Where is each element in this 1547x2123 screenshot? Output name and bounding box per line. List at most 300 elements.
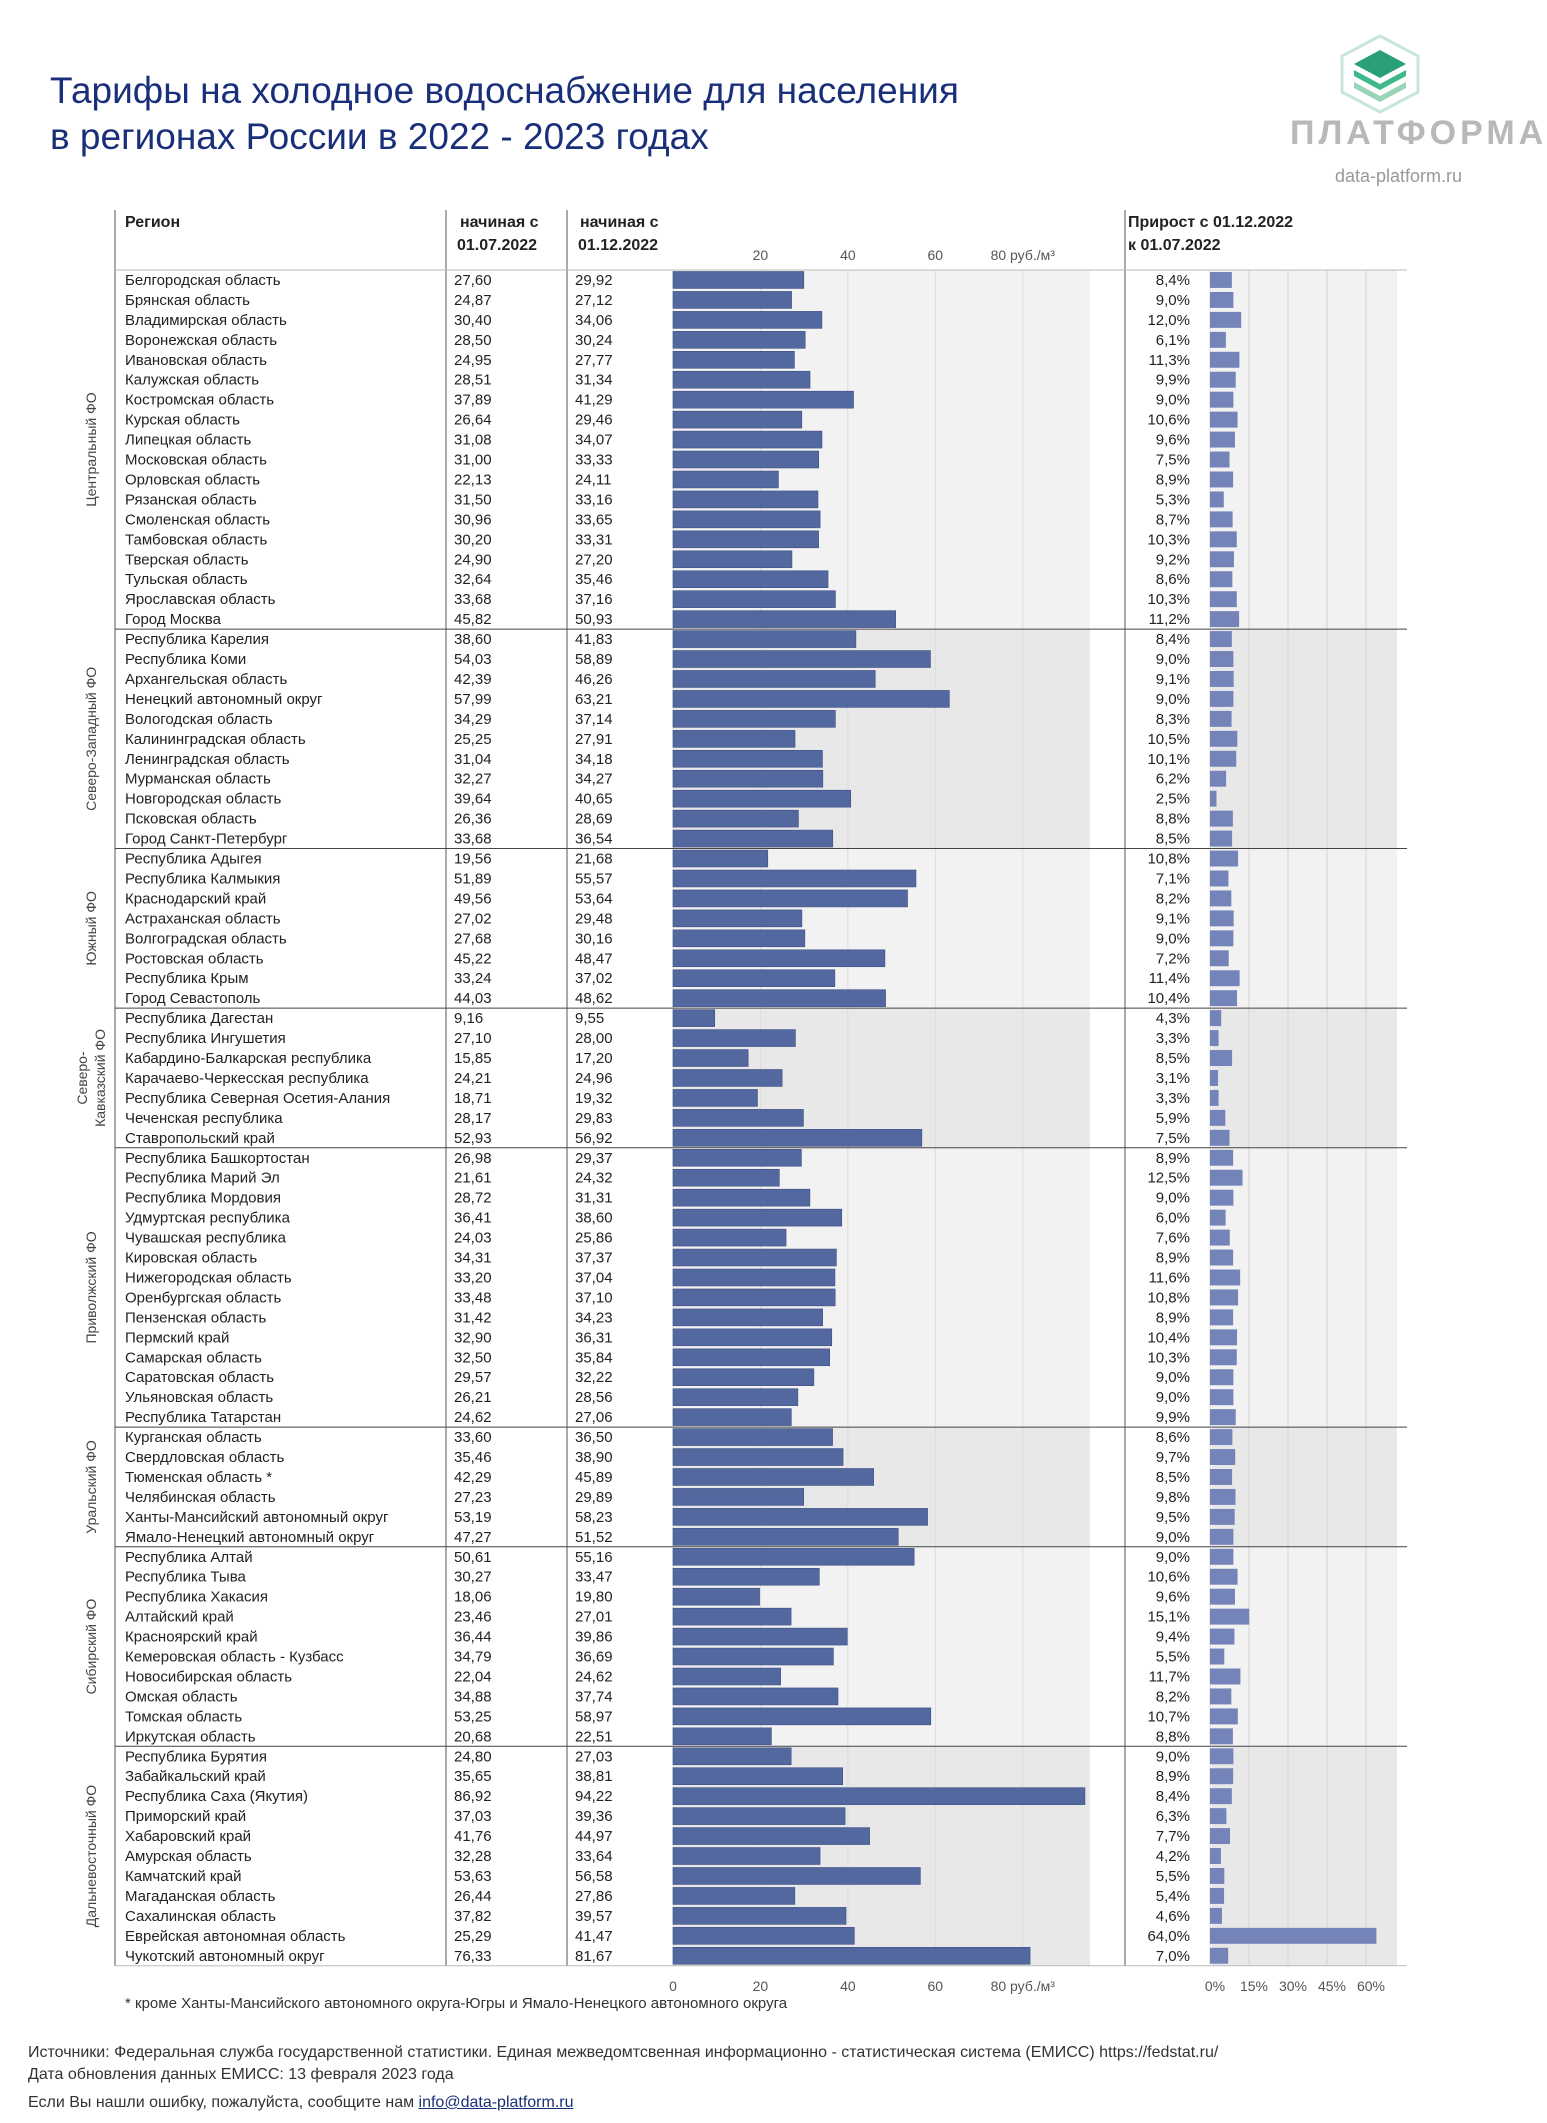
- region-name: Хабаровский край: [125, 1828, 252, 1846]
- region-name: Кировская область: [125, 1249, 258, 1267]
- tariff-jul-2022: 26,21: [454, 1389, 492, 1407]
- growth-bar: [1210, 1589, 1235, 1605]
- sources-line-1: Источники: Федеральная служба государственной статистики. Единая межведомтсвенная информационно - статистическая система (ЕМИСС) https://fedstat.ru/: [28, 2044, 1219, 2061]
- growth-value: 9,2%: [1155, 551, 1190, 569]
- region-name: Владимирская область: [125, 311, 287, 329]
- tariff-bar: [673, 790, 851, 807]
- region-name: Ростовская область: [125, 950, 264, 968]
- tariff-jul-2022: 26,44: [454, 1887, 492, 1905]
- tariff-bar: [673, 471, 778, 488]
- tariff-bar: [673, 1808, 845, 1825]
- tariff-dec-2022: 58,89: [575, 651, 613, 668]
- tariff-bar: [673, 1628, 847, 1645]
- tariff-bar: [673, 1708, 931, 1725]
- tariff-bar: [673, 591, 835, 608]
- tariff-jul-2022: 27,02: [454, 910, 492, 928]
- tariff-jul-2022: 24,95: [454, 351, 492, 369]
- tariff-dec-2022: 29,48: [575, 910, 613, 928]
- growth-bar: [1210, 551, 1234, 567]
- tariff-jul-2022: 30,40: [454, 311, 492, 329]
- growth-value: 9,1%: [1155, 910, 1190, 928]
- value-axis-bottom-tick: 80 руб./м³: [990, 1977, 1055, 1994]
- tariff-dec-2022: 37,04: [575, 1269, 613, 1287]
- tariff-bar: [673, 1748, 791, 1765]
- region-name: Пермский край: [125, 1329, 230, 1347]
- tariff-dec-2022: 24,11: [575, 471, 612, 489]
- growth-bar: [1210, 1509, 1235, 1525]
- growth-value: 8,2%: [1155, 890, 1190, 908]
- growth-bar: [1210, 1688, 1231, 1704]
- tariff-jul-2022: 36,44: [454, 1628, 492, 1646]
- tariff-dec-2022: 31,31: [575, 1189, 613, 1207]
- tariff-dec-2022: 28,00: [575, 1030, 613, 1048]
- sources: [28, 2042, 1218, 2086]
- region-name: Тверская область: [125, 551, 249, 569]
- growth-value: 9,0%: [1155, 1369, 1190, 1387]
- tariff-dec-2022: 50,93: [575, 611, 613, 629]
- tariff-bar: [673, 531, 819, 548]
- region-name: Орловская область: [125, 471, 261, 489]
- group-label: Центральный ФО: [83, 392, 99, 507]
- tariff-bar: [673, 611, 896, 628]
- region-name: Белгородская область: [125, 271, 281, 289]
- tariff-bar: [673, 1369, 814, 1386]
- value-axis-top-tick: 20: [752, 247, 769, 263]
- tariff-bar: [673, 710, 835, 727]
- tariff-dec-2022: 27,20: [575, 551, 613, 569]
- region-name: Московская область: [125, 451, 267, 469]
- growth-value: 8,4%: [1155, 631, 1190, 649]
- growth-bar: [1210, 1230, 1230, 1246]
- growth-value: 11,3%: [1148, 351, 1190, 369]
- tariff-jul-2022: 33,68: [454, 591, 492, 609]
- region-name: Смоленская область: [125, 511, 271, 529]
- tariff-bar: [673, 1329, 832, 1346]
- tariff-bar: [673, 571, 828, 588]
- growth-bar: [1210, 1848, 1221, 1864]
- tariff-dec-2022: 63,21: [575, 690, 613, 708]
- region-name: Астраханская область: [125, 910, 281, 928]
- col2-header-line2: 01.12.2022: [578, 237, 659, 254]
- region-name: Псковская область: [125, 810, 257, 828]
- tariff-jul-2022: 30,20: [454, 531, 492, 549]
- tariff-jul-2022: 42,29: [454, 1468, 492, 1486]
- contact-email-link[interactable]: info@data-platform.ru: [418, 2094, 574, 2111]
- growth-value: 9,4%: [1155, 1628, 1190, 1646]
- growth-bar: [1210, 332, 1226, 348]
- error-report-text: Если Вы нашли ошибку, пожалуйста, сообщите нам: [28, 2094, 419, 2111]
- tariff-jul-2022: 34,31: [454, 1249, 492, 1267]
- tariff-jul-2022: 26,36: [454, 810, 492, 828]
- group-label: Южный ФО: [83, 891, 99, 966]
- tariff-jul-2022: 33,20: [454, 1269, 492, 1287]
- growth-value: 15,1%: [1147, 1608, 1190, 1626]
- tariff-bar: [673, 950, 885, 967]
- region-name: Курганская область: [125, 1429, 262, 1447]
- growth-bar: [1210, 1449, 1235, 1465]
- region-name: Республика Саха (Якутия): [125, 1788, 309, 1806]
- growth-bar: [1210, 472, 1233, 488]
- growth-value: 3,3%: [1155, 1089, 1190, 1107]
- growth-bar: [1210, 292, 1233, 308]
- region-name: Республика Дагестан: [125, 1010, 274, 1028]
- tariff-jul-2022: 37,03: [454, 1808, 492, 1826]
- tariff-dec-2022: 58,23: [575, 1508, 613, 1526]
- tariff-bar: [673, 1249, 836, 1266]
- tariff-jul-2022: 28,17: [454, 1109, 492, 1127]
- growth-bar: [1210, 1349, 1237, 1365]
- growth-value: 10,3%: [1147, 591, 1190, 609]
- tariff-bar: [673, 1688, 838, 1705]
- tariff-jul-2022: 21,61: [454, 1169, 492, 1187]
- tariff-bar: [673, 291, 792, 308]
- tariff-jul-2022: 34,29: [454, 710, 492, 728]
- region-name: Тюменская область *: [125, 1468, 273, 1486]
- region-name: Республика Адыгея: [125, 850, 262, 868]
- tariff-dec-2022: 40,65: [575, 790, 613, 808]
- growth-value: 10,3%: [1147, 1349, 1190, 1367]
- growth-value: 8,9%: [1155, 1768, 1190, 1786]
- tariff-bar: [673, 351, 794, 368]
- sources-line-2: Дата обновления данных ЕМИСС: 13 февраля 2023 года: [28, 2066, 454, 2083]
- tariff-bar: [673, 1169, 779, 1186]
- region-name: Республика Алтай: [125, 1548, 253, 1566]
- growth-value: 9,1%: [1155, 670, 1190, 688]
- growth-band: [1212, 1547, 1397, 1747]
- tariff-dec-2022: 35,84: [575, 1349, 613, 1367]
- tariff-jul-2022: 32,28: [454, 1848, 492, 1865]
- growth-value: 5,5%: [1155, 1648, 1190, 1666]
- growth-value: 9,0%: [1155, 391, 1190, 409]
- region-name: Чувашская республика: [125, 1229, 286, 1247]
- tariff-jul-2022: 44,03: [454, 990, 492, 1008]
- growth-value: 7,5%: [1155, 451, 1190, 469]
- tariff-dec-2022: 36,54: [575, 830, 613, 848]
- growth-bar: [1210, 1908, 1222, 1924]
- growth-bar: [1210, 950, 1229, 966]
- growth-band: [1212, 629, 1397, 848]
- tariff-jul-2022: 25,25: [454, 730, 492, 748]
- region-name: Ханты-Мансийский автономный округ: [125, 1508, 389, 1526]
- tariff-bar: [673, 910, 802, 927]
- growth-bar: [1210, 511, 1233, 527]
- tariff-dec-2022: 36,31: [575, 1329, 613, 1347]
- tariff-dec-2022: 33,47: [575, 1568, 613, 1586]
- growth-bar: [1210, 1768, 1233, 1784]
- tariff-bar: [673, 1229, 786, 1246]
- growth-bar: [1210, 1569, 1238, 1585]
- group-label: Северо-Западный ФО: [83, 666, 99, 811]
- group-label: Северо-: [74, 1051, 90, 1105]
- region-name: Калужская область: [125, 371, 260, 389]
- region-name: Новгородская область: [125, 790, 282, 808]
- tariff-dec-2022: 34,18: [575, 750, 613, 768]
- tariff-dec-2022: 56,92: [575, 1129, 613, 1147]
- tariff-jul-2022: 31,08: [454, 431, 492, 449]
- growth-value: 8,5%: [1155, 1050, 1190, 1067]
- growth-value: 7,2%: [1155, 950, 1190, 968]
- tariff-jul-2022: 19,56: [454, 850, 492, 868]
- tariff-jul-2022: 51,89: [454, 870, 492, 888]
- growth-value: 4,6%: [1155, 1907, 1190, 1925]
- growth-axis-tick: 45%: [1317, 1977, 1347, 1994]
- tariff-dec-2022: 39,86: [575, 1628, 613, 1646]
- tariff-dec-2022: 19,32: [575, 1089, 613, 1107]
- growth-axis-tick: 0%: [1204, 1977, 1226, 1994]
- region-name: Красноярский край: [125, 1628, 258, 1646]
- region-name: Мурманская область: [125, 770, 271, 788]
- growth-value: 8,6%: [1155, 1429, 1190, 1447]
- growth-value: 6,3%: [1155, 1808, 1190, 1826]
- growth-bar: [1210, 1070, 1218, 1086]
- tariff-jul-2022: 57,99: [454, 690, 492, 708]
- tariff-bar: [673, 1828, 870, 1845]
- tariff-dec-2022: 24,62: [575, 1668, 613, 1686]
- tariff-jul-2022: 39,64: [454, 790, 492, 808]
- growth-bar: [1210, 412, 1238, 428]
- region-name: Тульская область: [125, 571, 248, 589]
- growth-value: 10,7%: [1147, 1708, 1190, 1726]
- tariff-jul-2022: 26,64: [454, 411, 492, 429]
- growth-value: 8,2%: [1155, 1688, 1190, 1706]
- tariff-dec-2022: 34,07: [575, 431, 613, 449]
- tariff-bar: [673, 1189, 810, 1206]
- tariff-jul-2022: 24,87: [454, 291, 492, 309]
- tariff-bar: [673, 1429, 833, 1446]
- tariff-jul-2022: 36,41: [454, 1209, 492, 1227]
- region-name: Ямало-Ненецкий автономный округ: [125, 1528, 375, 1546]
- tariff-dec-2022: 58,97: [575, 1708, 613, 1726]
- tariff-dec-2022: 27,91: [575, 730, 613, 748]
- growth-bar: [1210, 691, 1233, 707]
- region-name: Республика Калмыкия: [125, 870, 281, 888]
- growth-bar: [1210, 851, 1238, 867]
- tariff-bar: [673, 1109, 803, 1126]
- value-axis-bottom-tick: 20: [752, 1977, 769, 1994]
- tariff-jul-2022: 23,46: [454, 1608, 492, 1626]
- region-name: Республика Мордовия: [125, 1189, 281, 1207]
- tariff-bar: [673, 1907, 846, 1924]
- col1-header-line1: начиная с: [460, 214, 539, 231]
- region-name: Магаданская область: [125, 1887, 276, 1905]
- growth-bar: [1210, 990, 1237, 1006]
- tariff-dec-2022: 41,47: [575, 1927, 613, 1945]
- tariff-dec-2022: 37,10: [575, 1289, 613, 1307]
- tariff-bar: [673, 930, 805, 947]
- tariff-dec-2022: 30,24: [575, 331, 613, 349]
- growth-bar: [1210, 1210, 1226, 1226]
- region-name: Еврейская автономная область: [125, 1927, 346, 1945]
- tariff-dec-2022: 30,16: [575, 930, 613, 948]
- tariff-bar: [673, 850, 768, 867]
- growth-header-line1: Прирост с 01.12.2022: [1128, 214, 1294, 231]
- growth-bar: [1210, 1669, 1240, 1685]
- growth-bar: [1210, 890, 1231, 906]
- growth-bar: [1210, 312, 1241, 328]
- tariff-jul-2022: 45,22: [454, 950, 492, 968]
- region-name: Камчатский край: [125, 1867, 242, 1885]
- tariff-bar: [673, 1508, 928, 1525]
- tariff-dec-2022: 9,55: [575, 1010, 605, 1028]
- tariff-jul-2022: 33,68: [454, 830, 492, 848]
- region-name: Алтайский край: [125, 1608, 234, 1626]
- tariff-dec-2022: 48,62: [575, 990, 613, 1008]
- region-name: Свердловская область: [125, 1449, 285, 1466]
- region-name: Самарская область: [125, 1349, 262, 1367]
- tariff-dec-2022: 55,16: [575, 1548, 613, 1566]
- tariff-jul-2022: 33,48: [454, 1289, 492, 1307]
- tariff-dec-2022: 25,86: [575, 1229, 613, 1247]
- tariff-bar: [673, 651, 930, 668]
- tariff-bar: [673, 890, 908, 907]
- region-name: Забайкальский край: [125, 1768, 266, 1786]
- growth-bar: [1210, 1030, 1219, 1046]
- region-name: Чукотский автономный округ: [125, 1947, 325, 1965]
- tariff-bar: [673, 1528, 898, 1545]
- growth-value: 9,9%: [1155, 1409, 1190, 1427]
- tariff-bar: [673, 1868, 920, 1885]
- growth-bar: [1210, 970, 1240, 986]
- region-name: Воронежская область: [125, 331, 278, 349]
- tariff-jul-2022: 27,23: [454, 1488, 492, 1506]
- growth-bar: [1210, 930, 1233, 946]
- growth-bar: [1210, 1250, 1233, 1266]
- region-name: Нижегородская область: [125, 1269, 292, 1287]
- tariff-dec-2022: 37,37: [575, 1249, 613, 1267]
- tariff-dec-2022: 27,77: [575, 351, 613, 369]
- region-name: Чеченская республика: [125, 1109, 283, 1127]
- growth-value: 9,9%: [1155, 371, 1190, 389]
- value-axis-top-tick: 80 руб./м³: [990, 247, 1055, 263]
- tariff-jul-2022: 24,21: [454, 1069, 492, 1087]
- growth-bar: [1210, 1090, 1219, 1106]
- tariff-bar: [673, 1848, 820, 1865]
- growth-bar: [1210, 591, 1237, 607]
- error-report: [28, 2094, 574, 2112]
- growth-bar: [1210, 1828, 1230, 1844]
- growth-value: 10,5%: [1147, 730, 1190, 748]
- tariff-bar: [673, 1488, 804, 1505]
- growth-bar: [1210, 1369, 1233, 1385]
- tariff-dec-2022: 44,97: [575, 1828, 613, 1846]
- growth-value: 9,6%: [1155, 431, 1190, 449]
- growth-value: 8,9%: [1155, 1249, 1190, 1267]
- growth-bar: [1210, 392, 1233, 408]
- tariff-jul-2022: 18,71: [454, 1089, 492, 1107]
- growth-bar: [1210, 1888, 1224, 1904]
- tariff-bar: [673, 730, 795, 747]
- region-name: Республика Тыва: [125, 1568, 246, 1586]
- growth-band: [1212, 1008, 1397, 1148]
- growth-bar: [1210, 1329, 1237, 1345]
- tariff-jul-2022: 25,29: [454, 1927, 492, 1945]
- growth-bar: [1210, 1110, 1225, 1126]
- tariff-bar: [673, 451, 819, 468]
- tariff-dec-2022: 39,36: [575, 1808, 613, 1826]
- growth-value: 9,7%: [1155, 1449, 1190, 1466]
- title-line-1: Тарифы на холодное водоснабжение для населения: [50, 70, 959, 111]
- growth-value: 7,1%: [1155, 870, 1190, 888]
- growth-bar: [1210, 1808, 1226, 1824]
- tariff-dec-2022: 41,83: [575, 631, 613, 649]
- tariff-bar: [673, 331, 805, 348]
- growth-axis-tick: 60%: [1356, 1977, 1386, 1994]
- growth-bar: [1210, 1469, 1232, 1485]
- region-name: Челябинская область: [125, 1488, 276, 1506]
- growth-value: 10,4%: [1147, 990, 1190, 1008]
- tariff-jul-2022: 31,50: [454, 491, 492, 509]
- growth-value: 11,7%: [1148, 1668, 1190, 1686]
- growth-value: 11,6%: [1148, 1269, 1190, 1287]
- growth-bar: [1210, 1190, 1233, 1206]
- tariff-bar: [673, 1269, 835, 1286]
- growth-value: 10,3%: [1147, 531, 1190, 549]
- growth-value: 8,8%: [1155, 810, 1190, 828]
- col1-header-line2: 01.07.2022: [457, 237, 538, 254]
- tariff-jul-2022: 31,00: [454, 451, 492, 469]
- tariff-jul-2022: 53,63: [454, 1867, 492, 1885]
- tariff-dec-2022: 37,02: [575, 970, 613, 988]
- growth-value: 8,5%: [1155, 1468, 1190, 1486]
- tariff-dec-2022: 29,46: [575, 411, 613, 429]
- growth-value: 6,1%: [1155, 331, 1190, 349]
- tariff-jul-2022: 27,68: [454, 930, 492, 948]
- group-label: Приволжский ФО: [83, 1231, 99, 1344]
- growth-bar: [1210, 910, 1234, 926]
- tariff-bar: [673, 1149, 801, 1166]
- tariff-jul-2022: 28,50: [454, 331, 492, 349]
- region-name: Тамбовская область: [125, 531, 268, 549]
- tariff-dec-2022: 45,89: [575, 1468, 613, 1486]
- tariff-bar: [673, 690, 949, 707]
- footnote: * кроме Ханты-Мансийского автономного округа-Югры и Ямало-Ненецкого автономного округа: [125, 1995, 788, 2012]
- growth-value: 8,7%: [1155, 511, 1190, 529]
- tariff-bar: [673, 1568, 819, 1585]
- tariff-bar: [673, 311, 822, 328]
- tariff-jul-2022: 38,60: [454, 631, 492, 649]
- growth-bar: [1210, 1629, 1234, 1645]
- tariff-dec-2022: 51,52: [575, 1528, 613, 1546]
- growth-bar: [1210, 711, 1232, 727]
- tariff-jul-2022: 24,03: [454, 1229, 492, 1247]
- growth-value: 9,0%: [1155, 690, 1190, 708]
- growth-value: 5,3%: [1155, 491, 1190, 509]
- tariff-bar: [673, 1788, 1085, 1805]
- region-name: Республика Коми: [125, 651, 247, 668]
- brand-url[interactable]: data-platform.ru: [1334, 166, 1462, 186]
- growth-bar: [1210, 751, 1236, 767]
- growth-value: 8,9%: [1155, 471, 1190, 489]
- growth-bar: [1210, 1609, 1249, 1625]
- tariff-bar: [673, 1668, 781, 1685]
- growth-value: 10,8%: [1147, 850, 1190, 868]
- region-name: Костромская область: [125, 391, 275, 409]
- growth-bar: [1210, 1409, 1236, 1425]
- growth-bar: [1210, 1948, 1228, 1964]
- region-name: Брянская область: [125, 291, 250, 309]
- tariff-bar: [673, 970, 835, 987]
- region-name: Кемеровская область - Кузбасс: [125, 1648, 344, 1666]
- tariff-dec-2022: 56,58: [575, 1867, 613, 1885]
- growth-bar: [1210, 1649, 1224, 1665]
- tariff-bar: [673, 1010, 715, 1027]
- growth-bar: [1210, 1489, 1235, 1505]
- growth-bar: [1210, 452, 1230, 468]
- tariff-bar: [673, 1050, 748, 1067]
- tariff-bar: [673, 1887, 795, 1904]
- growth-bar: [1210, 1170, 1243, 1186]
- region-name: Краснодарский край: [125, 890, 267, 908]
